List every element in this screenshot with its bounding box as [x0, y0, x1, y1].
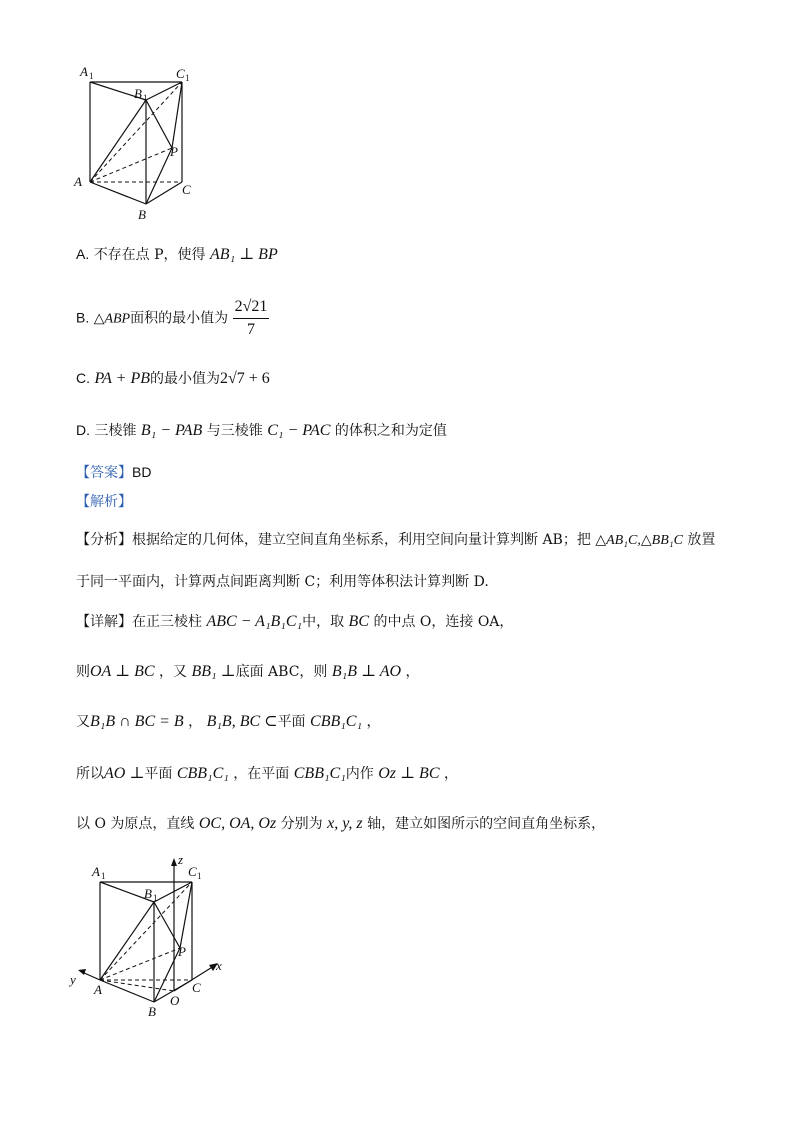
label-a1: A	[80, 64, 88, 79]
detail-l3m3: CBB₁C₁	[310, 713, 363, 730]
fenxi-text3: 于同一平面内，计算两点间距离判断 C；利用等体积法计算判断 D.	[76, 574, 489, 590]
detail-l5c: 轴，建立如图所示的空间直角坐标系，	[367, 816, 606, 832]
detail-line-3	[76, 712, 380, 732]
sub2-c1: 1	[197, 871, 202, 881]
detail-l5a: 以 O 为原点，直线	[76, 816, 195, 832]
detail-line-4	[76, 764, 458, 784]
detail-tag: 【详解】	[76, 614, 132, 630]
detail-l2m1: OA ⊥ BC	[90, 663, 155, 680]
label2-b1: B	[144, 886, 152, 901]
detail-l3a: 又	[76, 714, 90, 730]
sub-b1: 1	[143, 93, 148, 103]
detail-l3d: ，	[366, 714, 381, 730]
detail-l2b: ，又	[158, 664, 187, 680]
option-b-text: 面积的最小值为	[130, 310, 229, 327]
sub-c1: 1	[185, 73, 190, 83]
detail-l1m: ABC − A₁B₁C₁	[206, 613, 303, 630]
detail-l2c: 底面 ABC，则	[235, 664, 328, 680]
answer-line	[76, 462, 151, 483]
option-a-text: 不存在点 P，使得	[93, 247, 206, 263]
option-c-value: 2√7 + 6	[220, 370, 270, 387]
fenxi-text1: 根据给定的几何体，建立空间直角坐标系，利用空间向量计算判断 AB；把	[132, 532, 591, 548]
option-c-letter: C.	[76, 370, 90, 386]
option-c-text: 的最小值为	[150, 371, 220, 387]
detail-l4c: ，在平面	[233, 766, 290, 782]
option-b-fraction	[233, 296, 270, 341]
option-d-pre: 三棱锥	[94, 423, 137, 439]
label2-p: P	[178, 944, 186, 959]
detail-l4m4: Oz ⊥ BC	[378, 765, 440, 782]
detail-l2a: 则	[76, 664, 90, 680]
analysis-line	[76, 492, 132, 512]
detail-l4e: ，	[443, 766, 458, 782]
detail-l2m2: BB₁ ⊥	[191, 663, 236, 680]
detail-l5b: 分别为	[280, 816, 323, 832]
option-c-math: PA + PB	[94, 370, 150, 387]
analysis-tag: 【解析】	[76, 494, 132, 510]
label2-a1: A	[92, 864, 100, 879]
detail-l3m2: B₁B, BC ⊂	[206, 713, 278, 730]
label-c1: C	[176, 66, 185, 81]
option-a	[76, 244, 278, 265]
detail-l4m1: AO ⊥	[104, 765, 145, 782]
detail-l4b: 平面	[144, 766, 173, 782]
label-b: B	[138, 207, 146, 222]
answer-tag: 【答案】	[76, 465, 132, 481]
option-d-post: 的体积之和为定值	[334, 423, 447, 439]
detail-l4m2: CBB₁C₁	[176, 765, 229, 782]
option-a-math: AB₁ ⊥ BP	[210, 246, 278, 263]
option-d-letter: D.	[76, 422, 90, 438]
label-p: P	[170, 144, 178, 159]
label2-x: x	[216, 958, 222, 973]
label2-a: A	[94, 982, 102, 997]
option-d-math2: C₁ − PAC	[267, 422, 331, 439]
detail-l1c: 的中点 O，连接 OA，	[373, 614, 514, 630]
option-d-mid: 与三棱锥	[206, 423, 263, 439]
option-d-math1: B₁ − PAB	[140, 422, 203, 439]
label-b1: B	[134, 86, 142, 101]
detail-l5m1: OC, OA, Oz	[198, 815, 277, 832]
option-a-letter: A.	[76, 246, 90, 262]
detail-l4m3: CBB₁C₁	[293, 765, 346, 782]
detail-l5m2: x, y, z	[327, 815, 363, 832]
label2-b: B	[148, 1004, 156, 1019]
detail-l2m3: B₁B ⊥ AO	[331, 663, 402, 680]
answer-value: BD	[132, 464, 152, 480]
label2-z: z	[178, 852, 184, 867]
label2-c: C	[192, 980, 201, 995]
detail-l4d: 内作	[345, 766, 374, 782]
option-c	[76, 368, 270, 389]
label2-c1: C	[188, 864, 197, 879]
fenxi-math1: △AB₁C,△BB₁C	[595, 533, 683, 548]
sub-a1: 1	[89, 71, 94, 81]
detail-l3m1: B₁B ∩ BC = B	[90, 713, 184, 730]
label-c: C	[182, 182, 191, 197]
fenxi-line-2	[76, 572, 489, 592]
option-b-tri: △ABP	[93, 311, 131, 327]
label2-o: O	[170, 993, 180, 1008]
detail-line-2	[76, 662, 420, 682]
fenxi-line-1	[76, 530, 715, 551]
detail-l4a: 所以	[76, 766, 104, 782]
detail-l1b: 中，取	[302, 614, 345, 630]
detail-l3c: 平面	[277, 714, 306, 730]
option-b	[76, 296, 269, 341]
option-d	[76, 420, 447, 441]
option-b-num: 2√21	[233, 296, 270, 319]
fenxi-text2: 放置	[687, 532, 716, 548]
sub2-b1: 1	[153, 893, 158, 903]
label2-y: y	[70, 972, 76, 987]
detail-l3b: ，	[188, 714, 203, 730]
sub2-a1: 1	[101, 871, 106, 881]
detail-l1m2: BC	[348, 613, 369, 630]
detail-line-5	[76, 814, 605, 834]
option-b-letter: B.	[76, 309, 90, 326]
label-a: A	[74, 174, 82, 189]
option-b-den: 7	[246, 321, 255, 338]
detail-l1a: 在正三棱柱	[132, 614, 202, 630]
detail-l2d: ，	[405, 664, 420, 680]
prism-figure-2	[68, 852, 238, 1022]
fenxi-tag: 【分析】	[76, 532, 132, 548]
prism-figure-1	[70, 62, 210, 222]
detail-line-1	[76, 612, 513, 632]
